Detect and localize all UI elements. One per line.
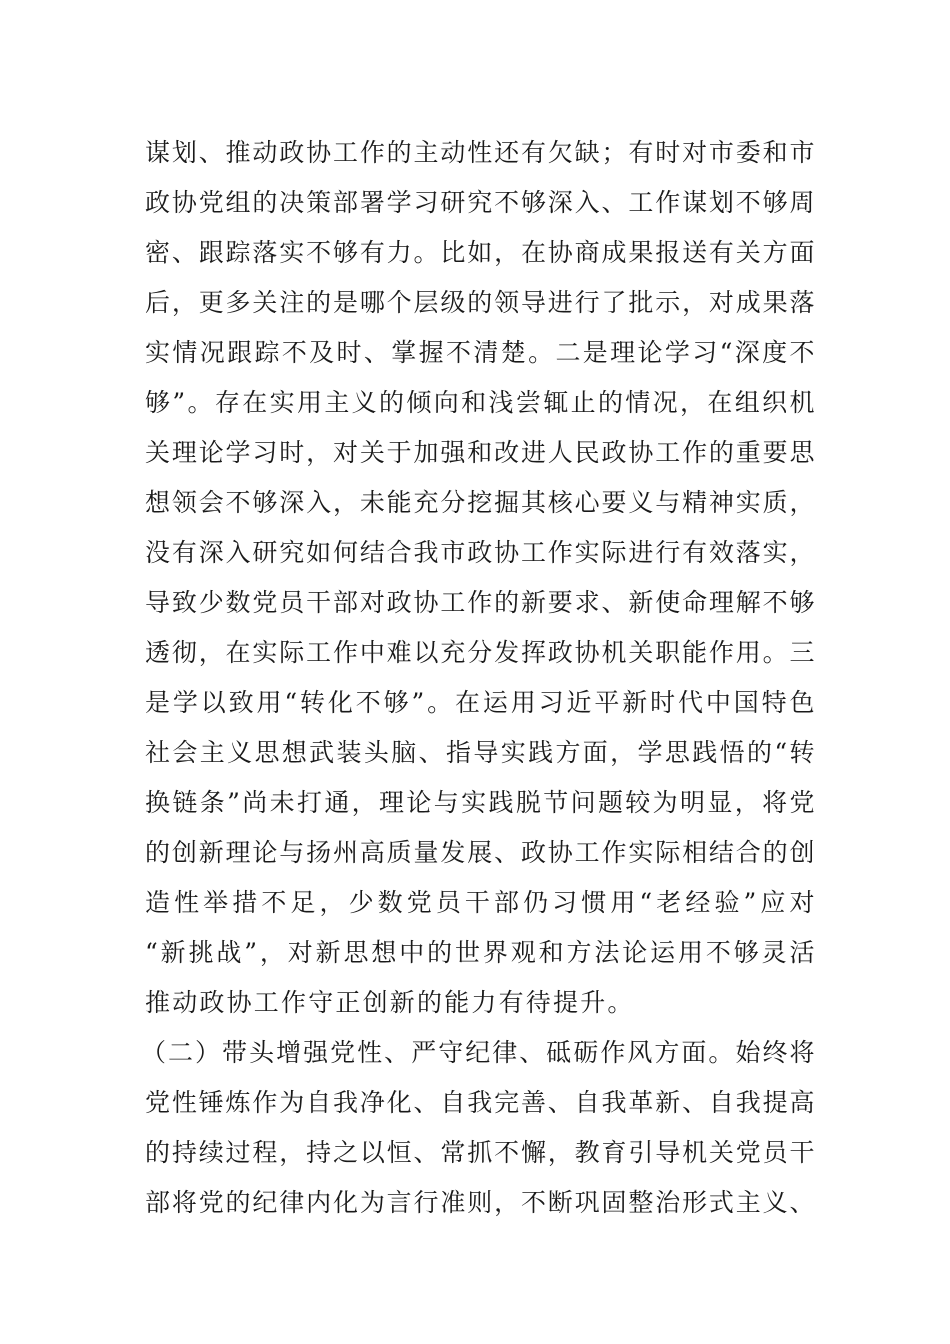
text-line: 部将党的纪律内化为言行准则，不断巩固整治形式主义、 bbox=[145, 1188, 815, 1217]
paragraph-end-line: 推动政协工作守正创新的能力有待提升。 bbox=[145, 988, 635, 1017]
text-line: 造性举措不足，少数党员干部仍习惯用“老经验”应对 bbox=[145, 888, 815, 917]
text-line: 没有深入研究如何结合我市政协工作实际进行有效落实， bbox=[145, 538, 815, 567]
text-line: 的持续过程，持之以恒、常抓不懈，教育引导机关党员干 bbox=[145, 1138, 815, 1167]
text-line: 够”。存在实用主义的倾向和浅尝辄止的情况，在组织机 bbox=[145, 388, 815, 417]
text-line: 透彻，在实际工作中难以充分发挥政协机关职能作用。三 bbox=[145, 638, 815, 667]
text-line: 换链条”尚未打通，理论与实践脱节问题较为明显，将党 bbox=[145, 788, 815, 817]
text-line: 是学以致用“转化不够”。在运用习近平新时代中国特色 bbox=[145, 688, 815, 717]
text-line: 关理论学习时，对关于加强和改进人民政协工作的重要思 bbox=[145, 438, 815, 467]
text-line: 实情况跟踪不及时、掌握不清楚。二是理论学习“深度不 bbox=[145, 338, 815, 367]
body-text bbox=[141, 128, 815, 1228]
text-line: 的创新理论与扬州高质量发展、政协工作实际相结合的创 bbox=[145, 838, 815, 867]
text-line: 后，更多关注的是哪个层级的领导进行了批示，对成果落 bbox=[145, 288, 815, 317]
text-line: 政协党组的决策部署学习研究不够深入、工作谋划不够周 bbox=[145, 188, 815, 217]
text-line: 社会主义思想武装头脑、指导实践方面，学思践悟的“转 bbox=[145, 738, 815, 767]
text-line: 密、跟踪落实不够有力。比如，在协商成果报送有关方面 bbox=[145, 238, 815, 267]
section-heading-line: （二）带头增强党性、严守纪律、砥砺作风方面。始终将 bbox=[141, 1038, 815, 1067]
text-line: 想领会不够深入，未能充分挖掘其核心要义与精神实质， bbox=[145, 488, 815, 517]
text-line: 谋划、推动政协工作的主动性还有欠缺；有时对市委和市 bbox=[145, 138, 815, 167]
text-line: 导致少数党员干部对政协工作的新要求、新使命理解不够 bbox=[145, 588, 815, 617]
text-line: “新挑战”，对新思想中的世界观和方法论运用不够灵活 bbox=[145, 938, 815, 967]
text-line: 党性锤炼作为自我净化、自我完善、自我革新、自我提高 bbox=[145, 1088, 815, 1117]
